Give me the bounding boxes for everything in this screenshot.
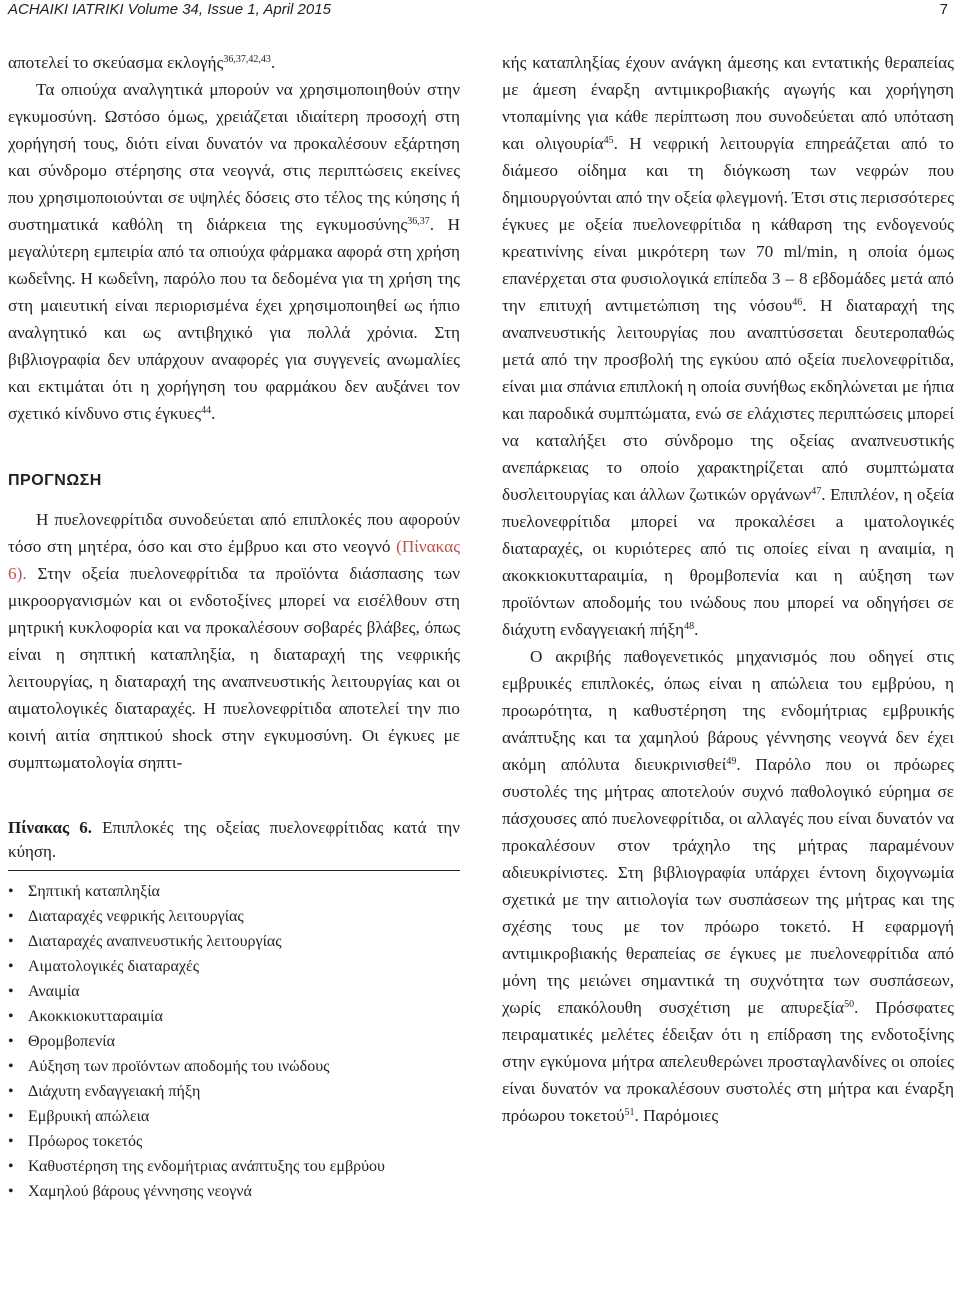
section-heading: ΠΡΟΓΝΩΣΗ [8, 472, 102, 489]
list-item-text: Αναιμία [28, 983, 80, 1000]
citation-superscript: 46 [792, 297, 803, 308]
bullet-icon: • [8, 883, 14, 900]
list-item-text: Αιματολογικές διαταραχές [28, 958, 200, 975]
list-item-text: Διαταραχές αναπνευστικής λειτουργίας [28, 933, 282, 950]
paragraph-text: αποτελεί το σκεύασμα εκλογής [8, 53, 224, 72]
paragraph-text: . Παρόλο που οι πρόωρες συστολές της μήτρας αποτελούν συχνό παθολογικό εύρημα σε πάσχουσες από πυελονεφρίτιδα, οι αλλαγές που είναι δυνατόν να προκαλέσουν στον τράχηλο της μήτρας παραμένουν αδιευκρίνιστες. Στη βιβλιογραφία υπάρχει έντονη διχογνωμία σχετικά με την αιτιολογία των συσπάσεων της μήτρας και της σχέσης τους με τον πρόωρο τοκετό. Η εφαρμογή αντιμικροβιακής θεραπείας σε έγκυες με πυελονεφρίτιδα από μόνη της μειώνει σημαντικά τη συχνότητα των συσπάσεων, χωρίς επακόλουθη συσχέτιση με απυρεξία [502, 755, 954, 1017]
paragraph-text: . Πρόσφατες πειραματικές μελέτες έδειξαν ότι η επίδραση της ενδοτοξίνης στην εγκύμονα μήτρα απελευθερώνει προσταγλανδίνες οι οποίες είναι δυνατόν να προκαλέσουν συστολές στη μήτρα και έναρξη πρόωρου τοκετού [502, 998, 954, 1125]
list-item [8, 1179, 460, 1204]
table-label: Πίνακας 6. [8, 818, 93, 837]
paragraph-text: Ο ακριβής παθογενετικός μηχανισμός που οδηγεί στις εμβρυικές επιπλοκές, όπως είναι η απώλεια του εμβρύου, η προωρότητα, η καθυστέρηση της ενδομήτριας εμβρυικής ανάπτυξης και τα χαμηλού βάρους γέννησης νεογνά δεν έχει ακόμη απόλυτα διευκρινισθεί [502, 647, 954, 774]
citation-superscript: 44 [201, 405, 212, 416]
paragraph-text: Στην οξεία πυελονεφρίτιδα τα προϊόντα διάσπασης των μικροοργανισμών και οι ενδοτοξίνες μπορεί να εισέλθουν στη μητρική κυκλοφορία και να προκαλέσουν σοβαρές βλάβες, όπως είναι η σηπτική καταπληξία, η διαταραχή της νεφρικής λειτουργίας, η διαταραχή της αναπνευστικής λειτουργίας και οι αιματολογικές διαταραχές. Η πυελονεφρίτιδα αποτελεί την πιο κοινή αιτία σηπτικού shock στην εγκυμοσύνη. Οι έγκυες με συμπτωματολογία σηπτι- [8, 564, 460, 772]
complications-list [8, 879, 460, 1204]
paragraph-complications [502, 49, 954, 643]
bullet-icon: • [8, 1008, 14, 1025]
table-caption [8, 816, 460, 864]
citation-superscript: 50 [844, 999, 855, 1010]
bullet-icon: • [8, 1083, 14, 1100]
list-item [8, 1004, 460, 1029]
list-item-text: Διαταραχές νεφρικής λειτουργίας [28, 908, 244, 925]
bullet-icon: • [8, 1108, 14, 1125]
bullet-icon: • [8, 958, 14, 975]
list-item [8, 1079, 460, 1104]
list-item-text: Ακοκκιοκυτταραιμία [28, 1008, 163, 1025]
citation-superscript: 49 [726, 756, 737, 767]
paragraph-fetal-complications [502, 643, 954, 1129]
list-item [8, 1129, 460, 1154]
list-item [8, 979, 460, 1004]
list-item [8, 879, 460, 904]
citation-superscript: 36,37,42,43 [223, 54, 271, 65]
paragraph-prognosis [8, 506, 460, 776]
paragraph-text: . Επιπλέον, η οξεία πυελονεφρίτιδα μπορεί να προκαλέσει a ιματολογικές διαταραχές, οι κυριότερες από τις οποίες είναι η αναιμία, η ακοκκιοκυτταραιμία, η θρομβοπενία και η αύξηση των προϊόντων αποδομής του ινώδους που μπορεί να οδηγήσει σε διάχυτη ενδαγγειακή πήξη [502, 485, 954, 639]
list-item-text: Εμβρυική απώλεια [28, 1108, 150, 1125]
list-item-text: Αύξηση των προϊόντων αποδομής του ινώδους [28, 1058, 330, 1075]
paragraph-text: . Η μεγαλύτερη εμπειρία από τα οπιούχα φάρμακα αφορά στη χρήση κωδεΐνης. Η κωδεΐνη, παρόλο που τα δεδομένα για τη χρήση της στη μαιευτική είναι περιορισμένα έχει χρησιμοποιηθεί ως ήπιο αναλγητικό και ως αντιβηχικό για πολλά χρόνια. Στη βιβλιογραφία δεν υπάρχουν αναφορές για συγγενείς ανωμαλίες και εκτιμάται ότι η χορήγηση του φαρμάκου δεν αυξάνει τον σχετικό κίνδυνο στις έγκυες [8, 215, 460, 423]
bullet-icon: • [8, 1158, 14, 1175]
paragraph-text: . [694, 620, 699, 639]
running-header [8, 0, 952, 20]
journal-citation: ACHAIKI IATRIKI Volume 34, Issue 1, April 2015 [8, 1, 331, 18]
list-item [8, 1104, 460, 1129]
bullet-icon: • [8, 933, 14, 950]
bullet-icon: • [8, 908, 14, 925]
citation-superscript: 36,37 [407, 216, 430, 227]
table-reference-link[interactable]: (Πίνακας 6). [8, 537, 460, 583]
bullet-icon: • [8, 1033, 14, 1050]
bullet-icon: • [8, 983, 14, 1000]
paragraph-text: Τα οπιούχα αναλγητικά μπορούν να χρησιμοποιηθούν στην εγκυμοσύνη. Ωστόσο όμως, χρειάζεται ιδιαίτερη προσοχή στη χορήγησή τους, διότι είναι δυνατόν να προκαλέσουν εξάρτηση και σύνδρομο στέρησης στα νεογνά, στις περιπτώσεις εκείνες που χρησιμοποιούνται σε υψηλές δόσεις στο τέλος της κύησης ή συστηματικά καθόλη τη διάρκεια της εγκυμοσύνης [8, 80, 460, 234]
table-divider [8, 870, 460, 871]
bullet-icon: • [8, 1058, 14, 1075]
bullet-icon: • [8, 1133, 14, 1150]
paragraph-text: . Παρόμοιες [634, 1106, 719, 1125]
page-number: 7 [939, 1, 948, 18]
paragraph-text: κής καταπληξίας έχουν ανάγκη άμεσης και εντατικής θεραπείας με άμεση έναρξη αντιμικροβιακής αγωγής και χορήγηση ντοπαμίνης για κάθε περίπτωση που συνοδεύεται από υπόταση και ολιγουρία [502, 53, 954, 153]
list-item [8, 1154, 460, 1179]
paragraph-text: . [270, 53, 276, 72]
citation-superscript: 48 [684, 621, 695, 632]
right-column [502, 49, 954, 1129]
list-item [8, 904, 460, 929]
paragraph-text: Η πυελονεφρίτιδα συνοδεύεται από επιπλοκές που αφορούν τόσο στη μητέρα, όσο και στο έμβρυο και στο νεογνό [8, 510, 460, 556]
paragraph-continued [8, 49, 460, 76]
list-item-text: Σηπτική καταπληξία [28, 883, 160, 900]
bullet-icon: • [8, 1183, 14, 1200]
list-item-text: Χαμηλού βάρους γέννησης νεογνά [28, 1183, 252, 1200]
list-item [8, 929, 460, 954]
list-item-text: Θρομβοπενία [28, 1033, 115, 1050]
list-item-text: Πρόωρος τοκετός [28, 1133, 143, 1150]
table-title: Επιπλοκές της οξείας πυελονεφρίτιδας κατά την κύηση. [8, 818, 460, 861]
list-item [8, 1054, 460, 1079]
list-item-text: Καθυστέρηση της ενδομήτριας ανάπτυξης του εμβρύου [28, 1158, 385, 1175]
list-item [8, 1029, 460, 1054]
paragraph-text: . Η διαταραχή της αναπνευστικής λειτουργίας που αναπτύσσεται δευτεροπαθώς μετά από την προσβολή της εγκύου από οξεία πυελονεφρίτιδα, είναι μια σπάνια επιπλοκή η οποία συνήθως εκδηλώνεται με ήπια και παροδικά συμπτώματα, ενώ σε ελάχιστες περιπτώσεις μπορεί να καταλήξει στο σύνδρομο της οξείας αναπνευστικής ανεπάρκειας το οποίο χαρακτηρίζεται από συμπτώματα δυσλειτουργίας και άλλων ζωτικών οργάνων [502, 296, 955, 504]
paragraph-text: . Η νεφρική λειτουργία επηρεάζεται από το διάμεσο οίδημα και τη διόγκωση των νεφρών που δημιουργούνται από την οξεία φλεγμονή. Έτσι στις περισσότερες έγκυες με οξεία πυελονεφρίτιδα η κάθαρση της ενδογενούς κρεατινίνης είναι μικρότερη των 70 ml/min, η οποία όμως επανέρχεται στα φυσιολογικά επίπεδα 3 – 8 εβδομάδες μετά από την επιτυχή αντιμετώπιση της νόσου [502, 134, 954, 315]
list-item-text: Διάχυτη ενδαγγειακή πήξη [28, 1083, 201, 1100]
paragraph-text: . [211, 404, 216, 423]
left-column [8, 49, 460, 1204]
citation-superscript: 51 [624, 1107, 635, 1118]
citation-superscript: 45 [603, 135, 614, 146]
citation-superscript: 47 [811, 486, 822, 497]
paragraph-opioids [8, 76, 460, 427]
list-item [8, 954, 460, 979]
